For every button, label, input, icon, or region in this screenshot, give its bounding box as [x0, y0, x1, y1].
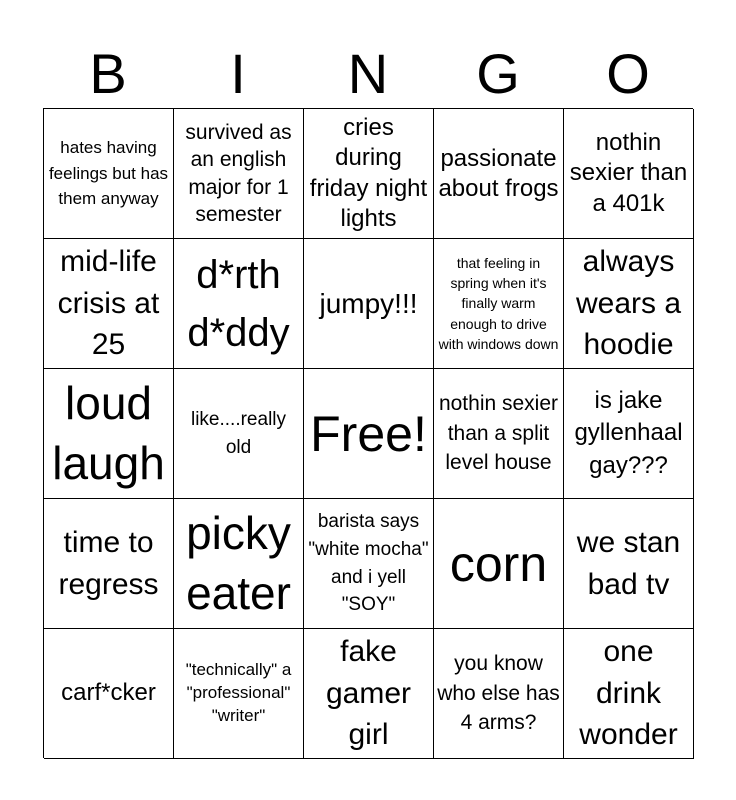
cell-text: mid-life crisis at 25: [57, 245, 160, 362]
header-letter-n: N: [347, 42, 389, 105]
cell-text: passionate about frogs: [438, 144, 559, 202]
cell-text: loud laugh: [52, 376, 165, 489]
bingo-cell[interactable]: [304, 369, 434, 499]
cell-text: survived as an english major for 1 semester: [185, 120, 292, 226]
cell-text: carf*cker: [61, 679, 156, 707]
header-letter-o: O: [606, 42, 650, 105]
cell-text: jumpy!!!: [319, 288, 418, 319]
cell-text: d*rth d*ddy: [187, 252, 290, 355]
cell-text: corn: [449, 535, 548, 592]
bingo-cell[interactable]: [434, 369, 564, 499]
bingo-cell[interactable]: [44, 499, 174, 629]
cell-text: picky eater: [186, 506, 291, 619]
bingo-cell[interactable]: [564, 369, 694, 499]
bingo-cell[interactable]: [304, 499, 434, 629]
bingo-cell[interactable]: [564, 629, 694, 759]
bingo-cell[interactable]: [434, 499, 564, 629]
cell-text: we stan bad tv: [576, 526, 681, 601]
bingo-header: [43, 40, 693, 108]
bingo-cell[interactable]: [174, 629, 304, 759]
header-letter-b: B: [89, 42, 127, 105]
bingo-cell[interactable]: [174, 369, 304, 499]
cell-text: fake gamer girl: [325, 635, 412, 752]
bingo-cell[interactable]: [174, 499, 304, 629]
bingo-cell[interactable]: [304, 239, 434, 369]
bingo-cell[interactable]: [564, 239, 694, 369]
bingo-cell[interactable]: [304, 629, 434, 759]
bingo-cell[interactable]: [564, 109, 694, 239]
cell-text: you know who else has 4 arms?: [437, 652, 560, 735]
bingo-cell[interactable]: [304, 109, 434, 239]
cell-text: is jake gyllenhaal gay???: [574, 386, 683, 479]
bingo-cell[interactable]: [44, 109, 174, 239]
cell-text: time to regress: [58, 526, 159, 601]
header-letter-i: I: [230, 42, 246, 105]
bingo-cell[interactable]: [44, 629, 174, 759]
bingo-cell[interactable]: [434, 109, 564, 239]
cell-text: that feeling in spring when it's finally warm enough to drive with windows down: [438, 254, 559, 352]
bingo-board: [43, 108, 693, 758]
cell-text: hates having feelings but has them anyway: [48, 138, 169, 209]
cell-text: one drink wonder: [579, 635, 678, 752]
bingo-cell[interactable]: [434, 239, 564, 369]
cell-text: Free!: [310, 405, 427, 462]
cell-text: cries during friday night lights: [309, 113, 428, 232]
bingo-cell[interactable]: [174, 109, 304, 239]
cell-text: nothin sexier than a split level house: [438, 392, 559, 475]
bingo-cell[interactable]: [44, 369, 174, 499]
bingo-cell[interactable]: [434, 629, 564, 759]
cell-text: nothin sexier than a 401k: [569, 128, 688, 217]
bingo-cell[interactable]: [564, 499, 694, 629]
header-letter-g: G: [476, 42, 520, 105]
bingo-cell[interactable]: [174, 239, 304, 369]
cell-text: barista says "white mocha" and i yell "SOY": [308, 511, 429, 616]
cell-text: always wears a hoodie: [575, 245, 682, 362]
cell-text: "technically" a "professional" "writer": [185, 660, 292, 725]
bingo-cell[interactable]: [44, 239, 174, 369]
cell-text: like....really old: [190, 408, 287, 458]
